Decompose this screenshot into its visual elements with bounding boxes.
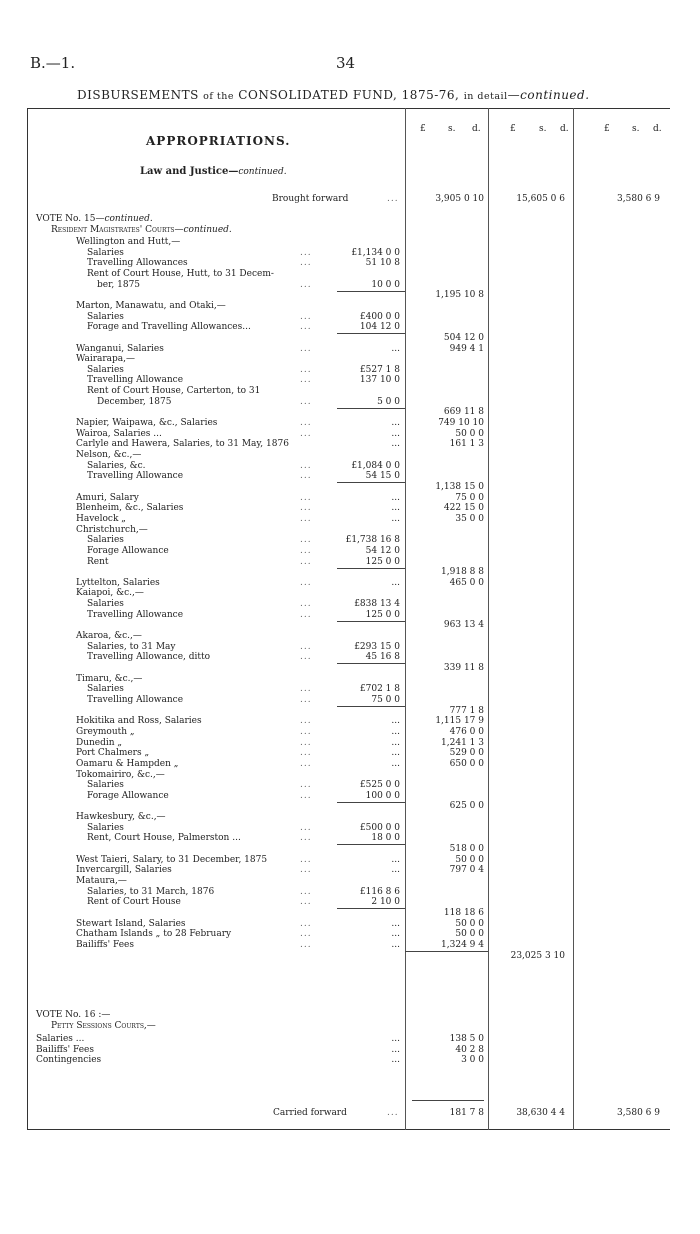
heading-fund: CONSOLIDATED FUND, 1875-76, (238, 88, 460, 102)
row-label: Travelling Allowance (87, 694, 184, 705)
row-label: Stewart Island, Salaries (76, 918, 186, 929)
heading-main: DISBURSEMENTS (77, 88, 199, 102)
row-amount-col1: 476 0 0 (449, 726, 484, 737)
row-label: Akaroa, &c.,— (76, 631, 142, 642)
row-amount-inner: £116 8 6 (359, 886, 400, 897)
row-amount-col1: 1,324 9 4 (441, 939, 484, 950)
row-label: Wellington and Hutt,— (76, 237, 181, 247)
row-label: Rent (87, 556, 109, 567)
row-amount-col1: 1,195 10 8 (435, 290, 484, 301)
row-amount-col1: 797 0 4 (449, 865, 484, 876)
row-label: ber, 1875 (97, 279, 141, 290)
row-label: Oamaru & Hampden „ (76, 758, 179, 769)
row-label: Salaries (87, 364, 124, 375)
row-amount-col1: 50 0 0 (455, 929, 484, 940)
row-amount-inner: 51 10 8 (365, 258, 400, 269)
row-leader: ... (300, 460, 312, 471)
row-label: Greymouth „ (76, 726, 135, 737)
row-leader: ... (300, 471, 312, 482)
row-label: Travelling Allowance (87, 375, 184, 386)
row-label: Forage and Travelling Allowances... (87, 322, 251, 333)
row-label: Forage Allowance (87, 790, 169, 801)
row-amount-inner: £1,084 0 0 (351, 460, 400, 471)
row-label: Bailiffs' Fees (76, 939, 134, 950)
psc-heading: Petty Sessions Courts,— (51, 1021, 156, 1031)
row-leader: ... (300, 556, 312, 567)
row-amount-inner: 125 0 0 (365, 609, 400, 620)
row-amount-col1: 118 18 6 (443, 907, 484, 918)
carried-forward-label: Carried forward (273, 1108, 347, 1118)
row-label: Salaries, to 31 March, 1876 (87, 886, 215, 897)
row-amount-inner: £527 1 8 (359, 364, 400, 375)
row-leader: ... (300, 609, 312, 620)
brought-forward-label: Brought forward (272, 194, 349, 204)
row-leader: ... (300, 311, 312, 322)
vote15-label: VOTE No. 15— (36, 214, 105, 224)
row-amount-inner: ... (391, 428, 400, 439)
row-amount-inner: 5 0 0 (377, 396, 400, 407)
row-amount-inner: ... (391, 716, 400, 727)
row-leader: ... (300, 822, 312, 833)
row-label: Mataura,— (76, 876, 127, 886)
brought-forward-col1: 3,905 0 10 (435, 194, 484, 204)
row-amount-inner: 104 12 0 (359, 322, 400, 333)
row-amount-col1: 50 0 0 (455, 428, 484, 439)
heading-continued: —continued. (507, 88, 590, 102)
row-amount-inner: 54 12 0 (365, 545, 400, 556)
row-amount-inner: ... (391, 343, 400, 354)
row-label: Salaries, to 31 May (87, 641, 176, 652)
row-label: Contingencies (36, 1055, 102, 1065)
row-amount-col1: 529 0 0 (449, 748, 484, 759)
col3-shillings: s. (632, 124, 640, 134)
row-amount-inner: ... (391, 726, 400, 737)
row-label: Rent of Court House (87, 897, 181, 908)
row-amount-inner: ... (391, 1044, 400, 1055)
row-label: Salaries, &c. (87, 460, 146, 471)
row-label: Amuri, Salary (76, 492, 139, 503)
col2-pounds: £ (510, 124, 516, 134)
row-leader: ... (300, 577, 312, 588)
row-amount-col1: 50 0 0 (455, 854, 484, 865)
row-leader: ... (300, 897, 312, 908)
row-leader: ... (300, 684, 312, 695)
row-leader: ... (300, 694, 312, 705)
row-amount-inner: ... (391, 929, 400, 940)
row-amount-inner: ... (391, 737, 400, 748)
row-amount-col1: 1,138 15 0 (435, 481, 484, 492)
row-label: Rent of Court House, Hutt, to 31 Decem- (87, 268, 274, 279)
row-amount-inner: 10 0 0 (371, 279, 400, 290)
row-amount-inner: ... (391, 1034, 400, 1044)
row-label: Port Chalmers „ (76, 748, 150, 759)
row-amount-inner: ... (391, 758, 400, 769)
row-leader: ... (300, 364, 312, 375)
row-amount-col1: 75 0 0 (455, 492, 484, 503)
row-label: Kaiapoi, &c.,— (76, 588, 144, 599)
row-amount-col1: 50 0 0 (455, 918, 484, 929)
carried-forward-rule (412, 1100, 484, 1101)
row-label: Christchurch,— (76, 524, 148, 535)
row-label: Marton, Manawatu, and Otaki,— (76, 300, 226, 311)
row-amount-col1: 161 1 3 (449, 439, 484, 450)
row-amount-inner: 54 15 0 (365, 471, 400, 482)
row-leader: ... (300, 258, 312, 269)
row-leader: ... (300, 780, 312, 791)
row-leader: ... (300, 758, 312, 769)
row-amount-inner: 137 10 0 (359, 375, 400, 386)
row-label: Travelling Allowance, ditto (87, 652, 211, 663)
col1-pence: d. (472, 124, 481, 134)
col1-pounds: £ (420, 124, 426, 134)
row-amount-col1: 749 10 10 (438, 418, 484, 429)
table-row (0, 1054, 700, 1066)
row-leader: ... (300, 599, 312, 610)
page-ref: B.—1. (30, 54, 76, 72)
row-amount-inner: ... (391, 439, 400, 450)
row-amount-col1: 40 2 8 (455, 1044, 484, 1055)
section-title: APPROPRIATIONS. (146, 134, 291, 148)
row-label: Invercargill, Salaries (76, 865, 172, 876)
row-leader: ... (300, 854, 312, 865)
row-label: Salaries (87, 599, 124, 610)
row-leader: ... (300, 641, 312, 652)
row-amount-col1: 339 11 8 (443, 663, 484, 673)
row-label: Salaries (87, 780, 124, 791)
row-amount-col1: 949 4 1 (449, 343, 484, 354)
row-amount-col2: 23,025 3 10 (510, 950, 565, 961)
row-leader: ... (300, 918, 312, 929)
row-amount-inner: 45 16 8 (365, 652, 400, 663)
row-amount-inner: ... (391, 577, 400, 588)
row-label: Tokomairiro, &c.,— (76, 769, 165, 780)
row-amount-col1: 777 1 8 (449, 705, 484, 716)
row-label: Wairoa, Salaries ... (76, 428, 162, 439)
row-leader: ... (300, 513, 312, 524)
row-label: Wairarapa,— (76, 354, 136, 365)
row-label: Rent of Court House, Carterton, to 31 (87, 386, 261, 397)
row-leader: ... (300, 939, 312, 950)
row-label: Timaru, &c.,— (76, 673, 143, 684)
row-label: December, 1875 (97, 396, 172, 407)
row-leader: ... (300, 322, 312, 333)
rmc-cont: continued. (183, 225, 232, 235)
heading-of-the: of the (203, 91, 234, 102)
row-amount-inner: ... (391, 503, 400, 514)
row-amount-col1: 1,115 17 9 (435, 716, 484, 727)
row-label: Bailiffs' Fees (36, 1044, 94, 1055)
row-leader: ... (300, 929, 312, 940)
row-amount-col1: 504 12 0 (443, 332, 484, 343)
row-amount-col1: 669 11 8 (443, 407, 484, 418)
row-leader: ... (300, 418, 312, 429)
subsection-title (140, 166, 287, 177)
row-label: Forage Allowance (87, 545, 169, 556)
row-leader: ... (300, 545, 312, 556)
row-label: Wanganui, Salaries (76, 343, 164, 354)
row-label: Salaries (87, 822, 124, 833)
row-label: West Taieri, Salary, to 31 December, 1875 (76, 854, 268, 865)
row-label: Hokitika and Ross, Salaries (76, 716, 202, 727)
row-label: Rent, Court House, Palmerston ... (87, 833, 241, 844)
row-leader: ... (300, 652, 312, 663)
row-leader: ... (300, 865, 312, 876)
row-label: Travelling Allowance (87, 609, 184, 620)
row-amount-inner: 2 10 0 (371, 897, 400, 908)
col3-pounds: £ (604, 124, 610, 134)
row-amount-col1: 625 0 0 (449, 801, 484, 812)
brought-forward-col2: 15,605 0 6 (516, 194, 565, 204)
row-leader: ... (300, 886, 312, 897)
row-label: Nelson, &c.,— (76, 450, 142, 460)
col3-pence: d. (653, 124, 662, 134)
row-label: Chatham Islands „ to 28 February (76, 929, 232, 940)
carried-forward-col2: 38,630 4 4 (516, 1108, 565, 1118)
row-amount-inner: ... (391, 1055, 400, 1065)
row-amount-inner: 75 0 0 (371, 694, 400, 705)
row-label: Blenheim, &c., Salaries (76, 503, 184, 514)
rmc-heading (51, 225, 232, 235)
row-amount-inner: ... (391, 939, 400, 950)
row-label: Salaries (87, 311, 124, 322)
row-amount-col1: 3 0 0 (461, 1055, 484, 1065)
row-amount-col1: 465 0 0 (449, 577, 484, 588)
row-amount-inner: 100 0 0 (365, 790, 400, 801)
row-label: Travelling Allowance (87, 471, 184, 482)
carried-forward-col1: 181 7 8 (449, 1108, 484, 1118)
row-amount-inner: £1,134 0 0 (351, 247, 400, 258)
brought-forward-row: Brought forward ... 3,905 0 10 15,605 0 6 3,580 6 9 (272, 194, 660, 204)
page-number: 34 (336, 54, 356, 72)
row-amount-inner: £702 1 8 (359, 684, 400, 695)
brought-forward-col3: 3,580 6 9 (617, 194, 660, 204)
row-label: Salaries (87, 247, 124, 258)
row-amount-inner: £838 13 4 (354, 599, 400, 610)
row-leader: ... (300, 503, 312, 514)
row-label: Carlyle and Hawera, Salaries, to 31 May, 1876 (76, 439, 289, 450)
row-amount-inner: £293 15 0 (354, 641, 400, 652)
row-label: Salaries ... (36, 1034, 85, 1044)
col1-shillings: s. (448, 124, 456, 134)
row-leader: ... (300, 375, 312, 386)
rmc-label: Resident Magistrates' Courts— (51, 225, 184, 235)
row-leader: ... (300, 396, 312, 407)
row-label: Napier, Waipawa, &c., Salaries (76, 418, 218, 429)
vote15-heading (36, 214, 153, 224)
row-amount-inner: ... (391, 492, 400, 503)
subsection-title-text: Law and Justice— (140, 166, 239, 177)
row-amount-inner: ... (391, 865, 400, 876)
row-leader: ... (300, 343, 312, 354)
row-leader: ... (300, 737, 312, 748)
vote15-cont: continued. (104, 214, 153, 224)
row-amount-inner: £1,738 16 8 (345, 535, 400, 546)
row-amount-col1: 138 5 0 (449, 1034, 484, 1044)
row-label: Dunedin „ (76, 737, 123, 748)
row-leader: ... (300, 492, 312, 503)
carried-forward-col3: 3,580 6 9 (617, 1108, 660, 1118)
row-amount-col1: 518 0 0 (449, 844, 484, 855)
row-amount-col1: 422 15 0 (443, 503, 484, 514)
table-row (0, 950, 700, 962)
row-leader: ... (300, 279, 312, 290)
row-leader: ... (300, 247, 312, 258)
col2-shillings: s. (539, 124, 547, 134)
row-amount-inner: £525 0 0 (359, 780, 400, 791)
row-leader: ... (300, 535, 312, 546)
row-amount-inner: ... (391, 854, 400, 865)
row-amount-col1: 1,918 8 8 (441, 567, 484, 578)
row-leader: ... (300, 716, 312, 727)
row-leader: ... (300, 748, 312, 759)
row-amount-inner: 18 0 0 (371, 833, 400, 844)
row-leader: ... (300, 428, 312, 439)
row-amount-col1: 650 0 0 (449, 758, 484, 769)
row-amount-inner: ... (391, 918, 400, 929)
carried-forward-row: Carried forward ... 181 7 8 38,630 4 4 3,580 6 9 (273, 1108, 660, 1118)
row-label: Lyttelton, Salaries (76, 577, 160, 588)
row-label: Salaries (87, 684, 124, 695)
row-amount-col1: 1,241 1 3 (441, 737, 484, 748)
heading-in-detail: in detail (463, 91, 508, 102)
row-label: Travelling Allowances (87, 258, 188, 269)
subsection-title-cont: continued. (238, 167, 287, 177)
page-heading (77, 88, 590, 102)
row-leader: ... (300, 726, 312, 737)
row-label: Havelock „ (76, 513, 126, 524)
row-amount-inner: ... (391, 748, 400, 759)
row-leader: ... (300, 833, 312, 844)
row-amount-inner: ... (391, 513, 400, 524)
row-amount-inner: 125 0 0 (365, 556, 400, 567)
vote16-heading: VOTE No. 16 :— (36, 1010, 111, 1020)
row-amount-inner: ... (391, 418, 400, 429)
col2-pence: d. (560, 124, 569, 134)
row-label: Salaries (87, 535, 124, 546)
row-label: Hawkesbury, &c.,— (76, 812, 166, 823)
row-leader: ... (300, 790, 312, 801)
row-amount-inner: £500 0 0 (359, 822, 400, 833)
row-amount-col1: 963 13 4 (443, 620, 484, 631)
row-amount-col1: 35 0 0 (455, 513, 484, 524)
row-amount-inner: £400 0 0 (359, 311, 400, 322)
